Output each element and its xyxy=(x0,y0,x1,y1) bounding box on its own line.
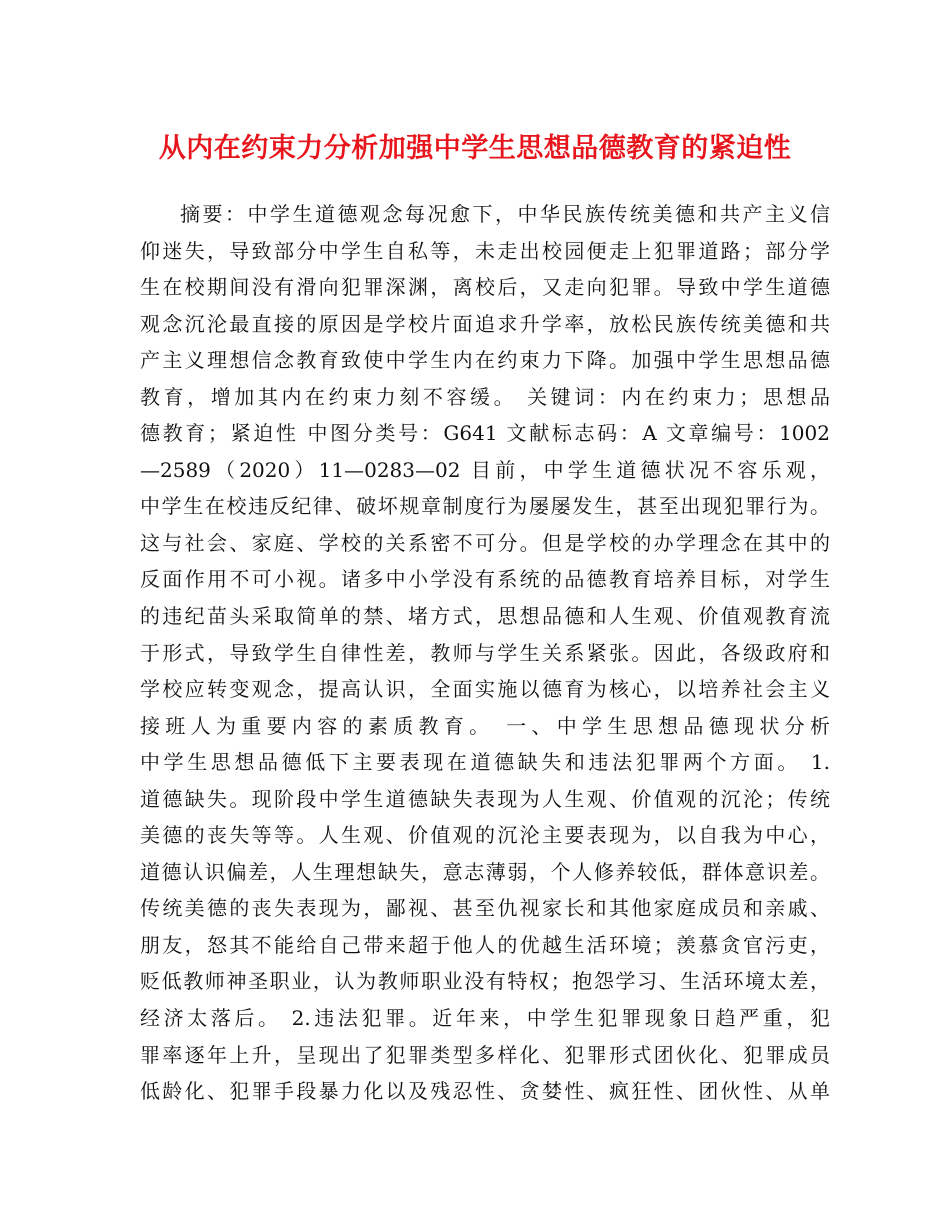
document-body xyxy=(140,196,830,1110)
body-line-6: 教育，增加其内在约束力刻不容缓。 关键词：内在约束力；思想品 xyxy=(140,384,830,409)
body-line-18: 美德的丧失等等。人生观、价值观的沉沦主要表现为，以自我为中心， xyxy=(140,823,830,848)
body-line-11: 反面作用不可小视。诸多中小学没有系统的品德教育培养目标，对学生 xyxy=(140,567,830,592)
body-line-3: 生在校期间没有滑向犯罪深渊，离校后，又走向犯罪。导致中学生道德 xyxy=(140,275,830,300)
body-line-4: 观念沉沦最直接的原因是学校片面追求升学率，放松民族传统美德和共 xyxy=(140,311,830,336)
body-line-5: 产主义理想信念教育致使中学生内在约束力下降。加强中学生思想品德 xyxy=(140,348,830,373)
body-line-15: 接班人为重要内容的素质教育。 一、中学生思想品德现状分析 xyxy=(140,713,830,738)
body-line-17: 道德缺失。现阶段中学生道德缺失表现为人生观、价值观的沉沦；传统 xyxy=(140,786,830,811)
body-line-24: 罪率逐年上升，呈现出了犯罪类型多样化、犯罪形式团伙化、犯罪成员 xyxy=(140,1042,830,1067)
body-line-19: 道德认识偏差，人生理想缺失，意志薄弱，个人修养较低，群体意识差。 xyxy=(140,859,830,884)
body-line-12: 的违纪苗头采取简单的禁、堵方式，思想品德和人生观、价值观教育流 xyxy=(140,604,830,629)
body-line-1: 摘要：中学生道德观念每况愈下，中华民族传统美德和共产主义信 xyxy=(180,202,830,226)
body-line-21: 朋友，怒其不能给自己带来超于他人的优越生活环境；羡慕贪官污吏， xyxy=(140,932,830,957)
body-line-2: 仰迷失，导致部分中学生自私等，未走出校园便走上犯罪道路；部分学 xyxy=(140,238,830,263)
document-title: 从内在约束力分析加强中学生思想品德教育的紧迫性 xyxy=(158,133,792,164)
body-line-16: 中学生思想品德低下主要表现在道德缺失和违法犯罪两个方面。 1. xyxy=(140,750,830,775)
body-line-9: 中学生在校违反纪律、破坏规章制度行为屡屡发生，甚至出现犯罪行为。 xyxy=(140,494,830,519)
body-line-22: 贬低教师神圣职业，认为教师职业没有特权；抱怨学习、生活环境太差， xyxy=(140,969,830,994)
body-line-25: 低龄化、犯罪手段暴力化以及残忍性、贪婪性、疯狂性、团伙性、从单 xyxy=(140,1079,830,1104)
body-line-13: 于形式，导致学生自律性差，教师与学生关系紧张。因此，各级政府和 xyxy=(140,640,830,665)
body-line-8: —2589（2020）11—0283—02 目前，中学生道德状况不容乐观， xyxy=(140,457,830,482)
body-line-7: 德教育；紧迫性 中图分类号：G641 文献标志码：A 文章编号：1002 xyxy=(140,421,830,446)
body-line-20: 传统美德的丧失表现为，鄙视、甚至仇视家长和其他家庭成员和亲戚、 xyxy=(140,896,830,921)
body-line-23: 经济太落后。 2.违法犯罪。近年来，中学生犯罪现象日趋严重，犯 xyxy=(140,1006,830,1031)
body-line-10: 这与社会、家庭、学校的关系密不可分。但是学校的办学理念在其中的 xyxy=(140,530,830,555)
body-line-14: 学校应转变观念，提高认识，全面实施以德育为核心，以培养社会主义 xyxy=(140,677,830,702)
